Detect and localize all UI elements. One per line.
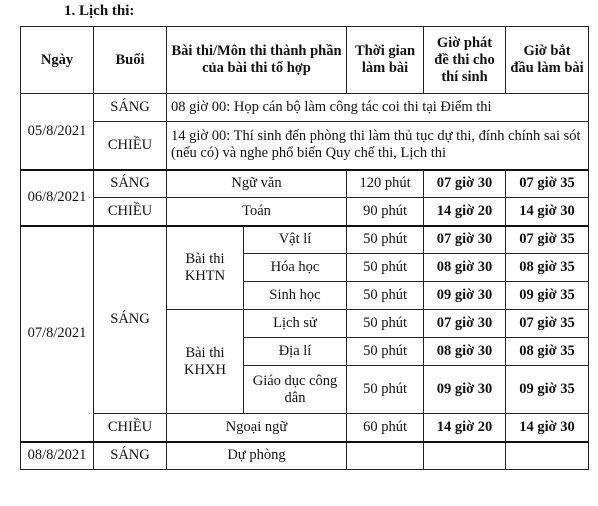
distribute-time-cell: 09 giờ 30 xyxy=(424,366,506,414)
subject-cell: Hóa học xyxy=(244,254,347,282)
duration-cell: 50 phút xyxy=(347,338,424,366)
exam-group-cell: Bài thi KHXH xyxy=(167,310,244,414)
start-time-cell: 09 giờ 35 xyxy=(506,282,589,310)
subject-cell: Ngoại ngữ xyxy=(167,414,347,442)
session-cell: CHIỀU xyxy=(94,198,167,226)
header-subject: Bài thi/Môn thi thành phần của bài thi tổ hợp xyxy=(167,27,347,94)
subject-cell: Lịch sử xyxy=(244,310,347,338)
session-cell: CHIỀU xyxy=(94,122,167,170)
distribute-time-cell: 08 giờ 30 xyxy=(424,254,506,282)
duration-cell: 50 phút xyxy=(347,226,424,254)
duration-cell: 90 phút xyxy=(347,198,424,226)
table-header-row xyxy=(21,27,589,94)
distribute-time-cell: 14 giờ 20 xyxy=(424,414,506,442)
duration-cell: 50 phút xyxy=(347,310,424,338)
header-distribute: Giờ phát đề thi cho thí sinh xyxy=(424,27,506,94)
duration-cell: 120 phút xyxy=(347,170,424,198)
duration-cell: 50 phút xyxy=(347,366,424,414)
subject-cell: Sinh học xyxy=(244,282,347,310)
header-session: Buổi xyxy=(94,27,167,94)
duration-cell: 50 phút xyxy=(347,254,424,282)
start-time-cell: 07 giờ 35 xyxy=(506,170,589,198)
note-cell: 14 giờ 00: Thí sinh đến phòng thi làm thủ tục dự thi, đính chính sai sót (nếu có) và nghe phổ biến Quy chế thi, Lịch thi xyxy=(167,122,589,170)
date-cell: 05/8/2021 xyxy=(21,94,94,170)
start-time-cell: 08 giờ 35 xyxy=(506,254,589,282)
date-cell: 08/8/2021 xyxy=(21,442,94,470)
distribute-time-cell: 08 giờ 30 xyxy=(424,338,506,366)
start-time-cell: 14 giờ 30 xyxy=(506,414,589,442)
start-time-cell xyxy=(506,442,589,470)
note-cell: 08 giờ 00: Họp cán bộ làm công tác coi thi tại Điểm thi xyxy=(167,94,589,122)
duration-cell: 50 phút xyxy=(347,282,424,310)
session-cell: SÁNG xyxy=(94,442,167,470)
date-cell: 06/8/2021 xyxy=(21,170,94,226)
table-row xyxy=(21,226,589,254)
header-start: Giờ bắt đầu làm bài xyxy=(506,27,589,94)
distribute-time-cell: 07 giờ 30 xyxy=(424,226,506,254)
start-time-cell: 07 giờ 35 xyxy=(506,226,589,254)
table-row xyxy=(21,122,589,170)
subject-cell: Ngữ văn xyxy=(167,170,347,198)
subject-cell: Vật lí xyxy=(244,226,347,254)
subject-cell: Địa lí xyxy=(244,338,347,366)
distribute-time-cell: 14 giờ 20 xyxy=(424,198,506,226)
table-row xyxy=(21,170,589,198)
session-cell: SÁNG xyxy=(94,94,167,122)
duration-cell: 60 phút xyxy=(347,414,424,442)
session-cell: SÁNG xyxy=(94,226,167,414)
distribute-time-cell: 09 giờ 30 xyxy=(424,282,506,310)
section-heading: 1. Lịch thi: xyxy=(64,3,135,19)
session-cell: SÁNG xyxy=(94,170,167,198)
header-date: Ngày xyxy=(21,27,94,94)
duration-cell xyxy=(347,442,424,470)
distribute-time-cell xyxy=(424,442,506,470)
table-row xyxy=(21,94,589,122)
date-cell: 07/8/2021 xyxy=(21,226,94,442)
table-row xyxy=(21,198,589,226)
start-time-cell: 14 giờ 30 xyxy=(506,198,589,226)
session-cell: CHIỀU xyxy=(94,414,167,442)
subject-cell: Dự phòng xyxy=(167,442,347,470)
start-time-cell: 08 giờ 35 xyxy=(506,338,589,366)
exam-group-cell: Bài thi KHTN xyxy=(167,226,244,310)
start-time-cell: 09 giờ 35 xyxy=(506,366,589,414)
subject-cell: Toán xyxy=(167,198,347,226)
subject-cell: Giáo dục công dân xyxy=(244,366,347,414)
distribute-time-cell: 07 giờ 30 xyxy=(424,170,506,198)
start-time-cell: 07 giờ 35 xyxy=(506,310,589,338)
table-row xyxy=(21,414,589,442)
table-row xyxy=(21,442,589,470)
header-duration: Thời gian làm bài xyxy=(347,27,424,94)
distribute-time-cell: 07 giờ 30 xyxy=(424,310,506,338)
exam-schedule-table xyxy=(20,26,589,470)
